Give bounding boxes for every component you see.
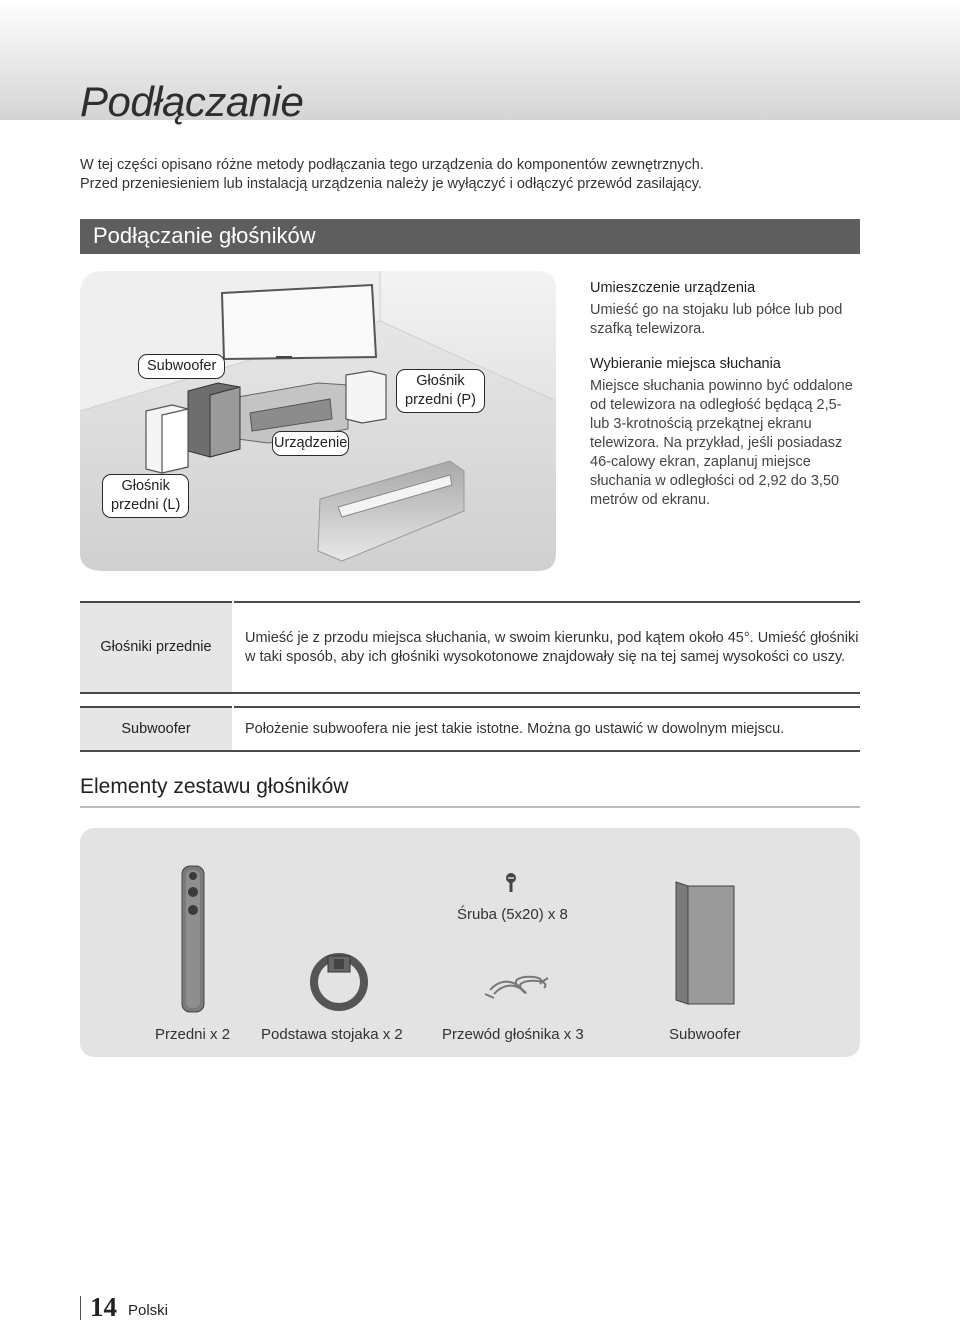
table-label-front: Głośniki przednie bbox=[80, 602, 233, 693]
components-panel bbox=[80, 828, 860, 1057]
placement-heading: Umieszczenie urządzenia bbox=[590, 280, 756, 296]
item-cable-label: Przewód głośnika x 3 bbox=[442, 1026, 584, 1043]
item-front-label: Przedni x 2 bbox=[155, 1026, 231, 1043]
page-title: Podłączanie bbox=[80, 78, 304, 125]
screw-image bbox=[506, 873, 516, 892]
section-header bbox=[80, 219, 860, 254]
speaker-cable-image bbox=[485, 977, 548, 998]
front-right-speaker bbox=[346, 371, 386, 423]
speaker-placement-table bbox=[80, 601, 860, 752]
table-label-subwoofer: Subwoofer bbox=[80, 707, 233, 751]
intro-text bbox=[80, 156, 870, 194]
room-layout-diagram bbox=[80, 271, 556, 571]
components-illustration bbox=[80, 828, 860, 1057]
intro-line: Przed przeniesieniem lub instalacją urządzenia należy je wyłączyć i odłączyć przewód zasilający. bbox=[80, 176, 702, 192]
language-label: Polski bbox=[128, 1302, 169, 1319]
page-number: 14 bbox=[90, 1292, 117, 1322]
components-heading: Elementy zestawu głośników bbox=[80, 775, 860, 808]
placement-text: Umieść go na stojaku lub półce lub pod szafką telewizora. bbox=[590, 302, 843, 337]
listening-heading: Wybieranie miejsca słuchania bbox=[590, 356, 781, 372]
room-illustration bbox=[80, 271, 556, 571]
subwoofer-callout: Subwoofer bbox=[138, 354, 225, 379]
item-stand-label: Podstawa stojaka x 2 bbox=[261, 1026, 403, 1043]
table-text-subwoofer: Położenie subwoofera nie jest takie istotne. Można go ustawić w dowolnym miejscu. bbox=[233, 707, 860, 751]
intro-line: W tej części opisano różne metody podłączania tego urządzenia do komponentów zewnętrznych. bbox=[80, 157, 704, 173]
subwoofer-image bbox=[676, 882, 734, 1004]
table-text-front: Umieść je z przodu miejsca słuchania, w swoim kierunku, pod kątem około 45°. Umieść głośniki w taki sposób, aby ich głośniki wysokotonowe znajdowały się na tej samej wysokości co uszy. bbox=[233, 602, 860, 693]
item-screw-label: Śruba (5x20) x 8 bbox=[457, 906, 568, 923]
device-callout: Urządzenie bbox=[272, 431, 349, 456]
table-row bbox=[80, 602, 860, 693]
item-subwoofer-label: Subwoofer bbox=[669, 1026, 741, 1043]
table-row bbox=[80, 707, 860, 751]
section-title: Podłączanie głośników bbox=[93, 223, 316, 248]
listening-text: Miejsce słuchania powinno być oddalone od telewizora na odległość będącą 2,5- lub 3-krotnością przekątnej ekranu telewizora. Na przykład, jeśli posiadasz 46-calowy ekran, zaplanuj miejsce słuchania w odległości od 2,92 do 3,50 metrów od ekranu. bbox=[590, 378, 853, 508]
front-speaker-image bbox=[182, 866, 204, 1012]
stand-image bbox=[314, 956, 364, 1007]
footer-divider bbox=[80, 1296, 81, 1320]
tv-screen bbox=[222, 285, 376, 359]
front-right-callout: Głośnik przedni (P) bbox=[396, 369, 485, 413]
placement-instructions bbox=[590, 279, 862, 510]
front-left-callout: Głośnik przedni (L) bbox=[102, 474, 189, 518]
